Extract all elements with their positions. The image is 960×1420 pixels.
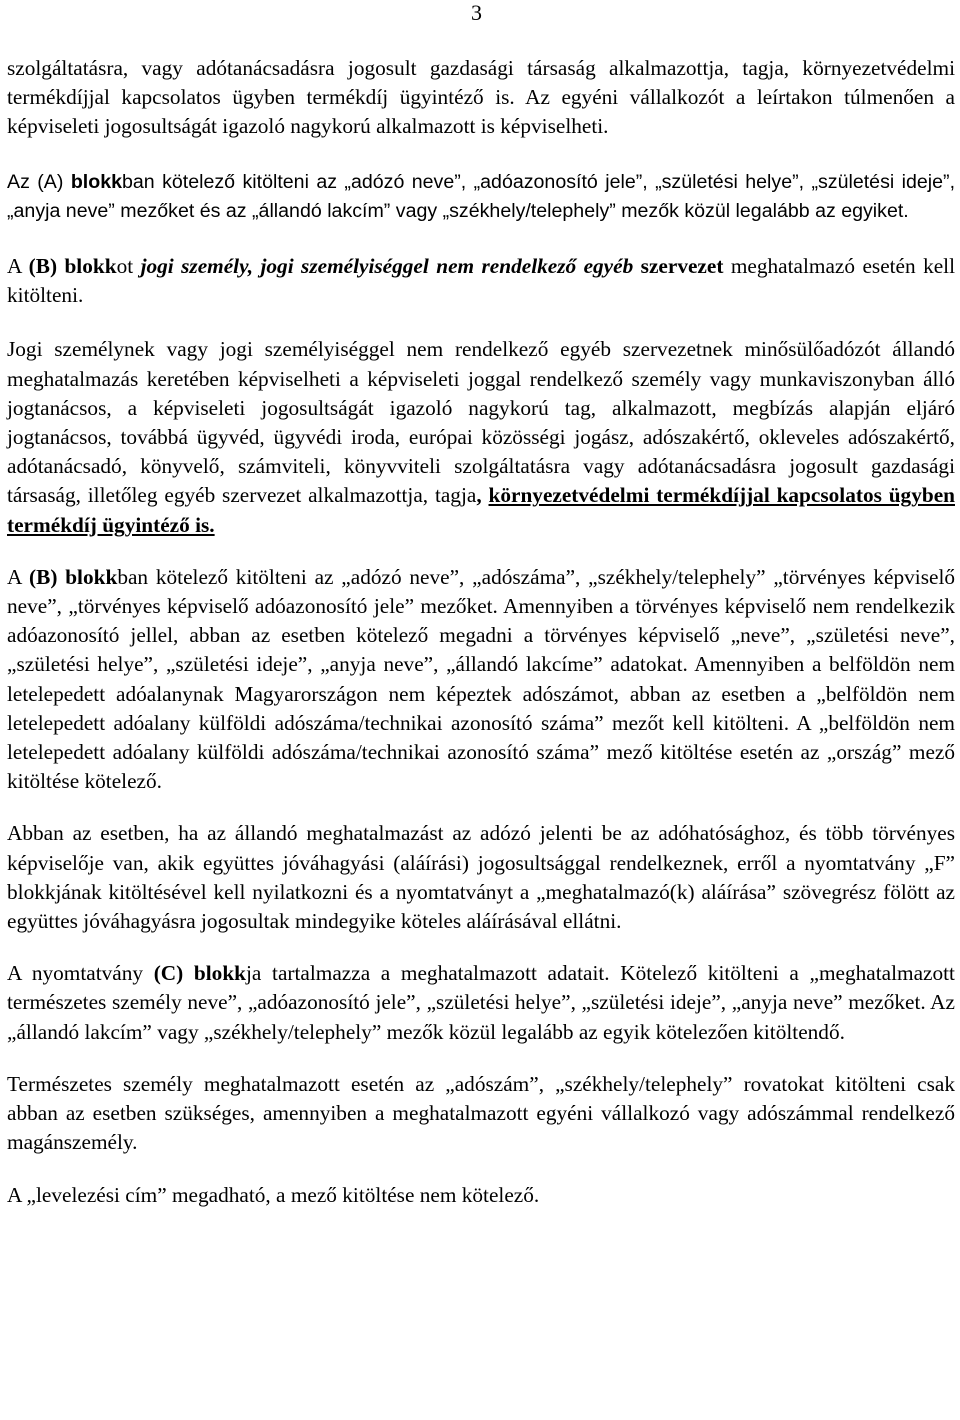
bold-term-b-blokk: (B) blokk: [29, 564, 118, 589]
bold-comma: ,: [476, 483, 489, 508]
page-number: 3: [471, 0, 482, 25]
paragraph-block-c: [7, 959, 955, 1047]
paragraph-natural-person-agent: Természetes személy meghatalmazott esetén az „adószám”, „székhely/telephely” rovatokat kitölteni csak abban az esetben szükséges, amennyiben a meghatalmazott egyéni vállalkozó vagy adószámmal rendelkező magánszemély.: [7, 1071, 955, 1155]
underlined-bold-product-fee-agent: környezetvédelmi termékdíjjal kapcsolatos ügyben termékdíj ügyintéző is.: [7, 483, 955, 537]
text-run: Az (A): [7, 170, 71, 193]
paragraph-joint-approval: Abban az esetben, ha az állandó meghatalmazást az adózó jelenti be az adóhatósághoz, és több törvényes képviselője van, akik együttes jóváhagyási (aláírási) jogosultsággal rendelkeznek, erről a nyomtatvány „F” blokkjának kitöltésével kell nyilatkozni és a nyomtatványt a „meghatalmazó(k) aláírása” szövegrész fölött az együttes jóváhagyásra jogosultak mindegyike köteles aláírásával ellátni.: [7, 821, 955, 934]
paragraph-block-b-scope: [7, 252, 955, 310]
text-run: A: [7, 254, 29, 279]
text-run: A nyomtatvány: [7, 961, 154, 986]
bold-term-c-blokk: (C) blokk: [153, 961, 247, 986]
text-run: ja tartalmazza a meghatalmazott adatait. Kötelező kitölteni a „meghatalmazott természetes személy neve”, „adóazonosító jele”, „születési helye”, „születési ideje”, „anyja neve” mezőket. Az „állandó lakcím” vagy „székhely/telephely” mezők közül legalább az egyik kötelezően kitöltendő.: [7, 961, 955, 1044]
paragraph-block-a: [7, 168, 955, 226]
text-run: [633, 254, 640, 278]
text-run: ban kötelező kitölteni az „adózó neve”, „adószáma”, „székhely/telephely” „törvényes képviselő neve”, „törvényes képviselő adóazonosító jele” mezőket. Amennyiben a törvényes képviselő nem rendelkezik adóazonosító jellel, abban az esetben kötelező megadni a törvényes képviselő „neve”, „születési neve”, „születési helye”, „születési ideje”, „anyja neve”, „állandó lakcíme” adatokat. Amennyiben a belföldön nem letelepedett adóalanynak Magyarországon nem képeztek adószámot, abban az esetben a „belföldön nem letelepedett adóalany külföldi adószáma/technikai azonosító száma” mezőt kell kitölteni. A „belföldön nem letelepedett adóalany külföldi adószáma/technikai azonosító száma” mező kitöltése esetén az „ország” mező kitöltése kötelező.: [7, 564, 956, 794]
paragraph-legal-entity-representation: [7, 335, 955, 539]
paragraph-block-b-required-fields: [7, 563, 955, 797]
bold-term-szervezet: szervezet: [640, 254, 724, 279]
bold-term-blokk: blokk: [70, 170, 122, 193]
paragraph-mailing-address: A „levelezési cím” megadható, a mező kitöltése nem kötelező.: [7, 1182, 540, 1207]
text-run: ban kötelező kitölteni az „adózó neve”, „adóazonosító jele”, „születési helye”, „születési ideje”, „anyja neve” mezőket és az „állandó lakcím” vagy „székhely/telephely” mezők közül legalább az egyiket.: [7, 170, 956, 222]
text-run: ot: [116, 254, 141, 279]
paragraph-representation-intro: szolgáltatásra, vagy adótanácsadásra jogosult gazdasági társaság alkalmazottja, tagja, környezetvédelmi termékdíjjal kapcsolatos ügyben termékdíj ügyintéző is. Az egyéni vállalkozót a leírtakon túlmenően a képviseleti jogosultságát igazoló nagykorú alkalmazott is képviselheti.: [7, 56, 955, 139]
text-run: Jogi személynek vagy jogi személyiséggel nem rendelkező egyéb szervezetnek minősülőadózót állandó meghatalmazás keretében képviselheti a képviseleti joggal rendelkező személy vagy munkaviszonyban álló jogtanácsos, a képviseleti jogosultságát igazoló nagykorú tag, alkalmazott, megbízás alapján eljáró jogtanácsos, továbbá ügyvéd, ügyvédi iroda, európai közösségi jogász, adószakértő, okleveles adószakértő, adótanácsadó, könyvelő, számviteli, könyvviteli szolgáltatásra vagy adótanácsadásra jogosult gazdasági társaság, illetőleg egyéb szervezet alkalmazottja, tagja: [7, 337, 955, 508]
text-run: meghatalmazó esetén kell kitölteni.: [7, 254, 956, 308]
bold-term-b-blokk: (B) blokk: [28, 254, 117, 279]
document-body: [7, 54, 955, 1233]
text-run: A: [7, 564, 30, 589]
bold-italic-legal-entity: jogi személy, jogi személyiséggel nem rendelkező egyéb: [140, 254, 634, 279]
